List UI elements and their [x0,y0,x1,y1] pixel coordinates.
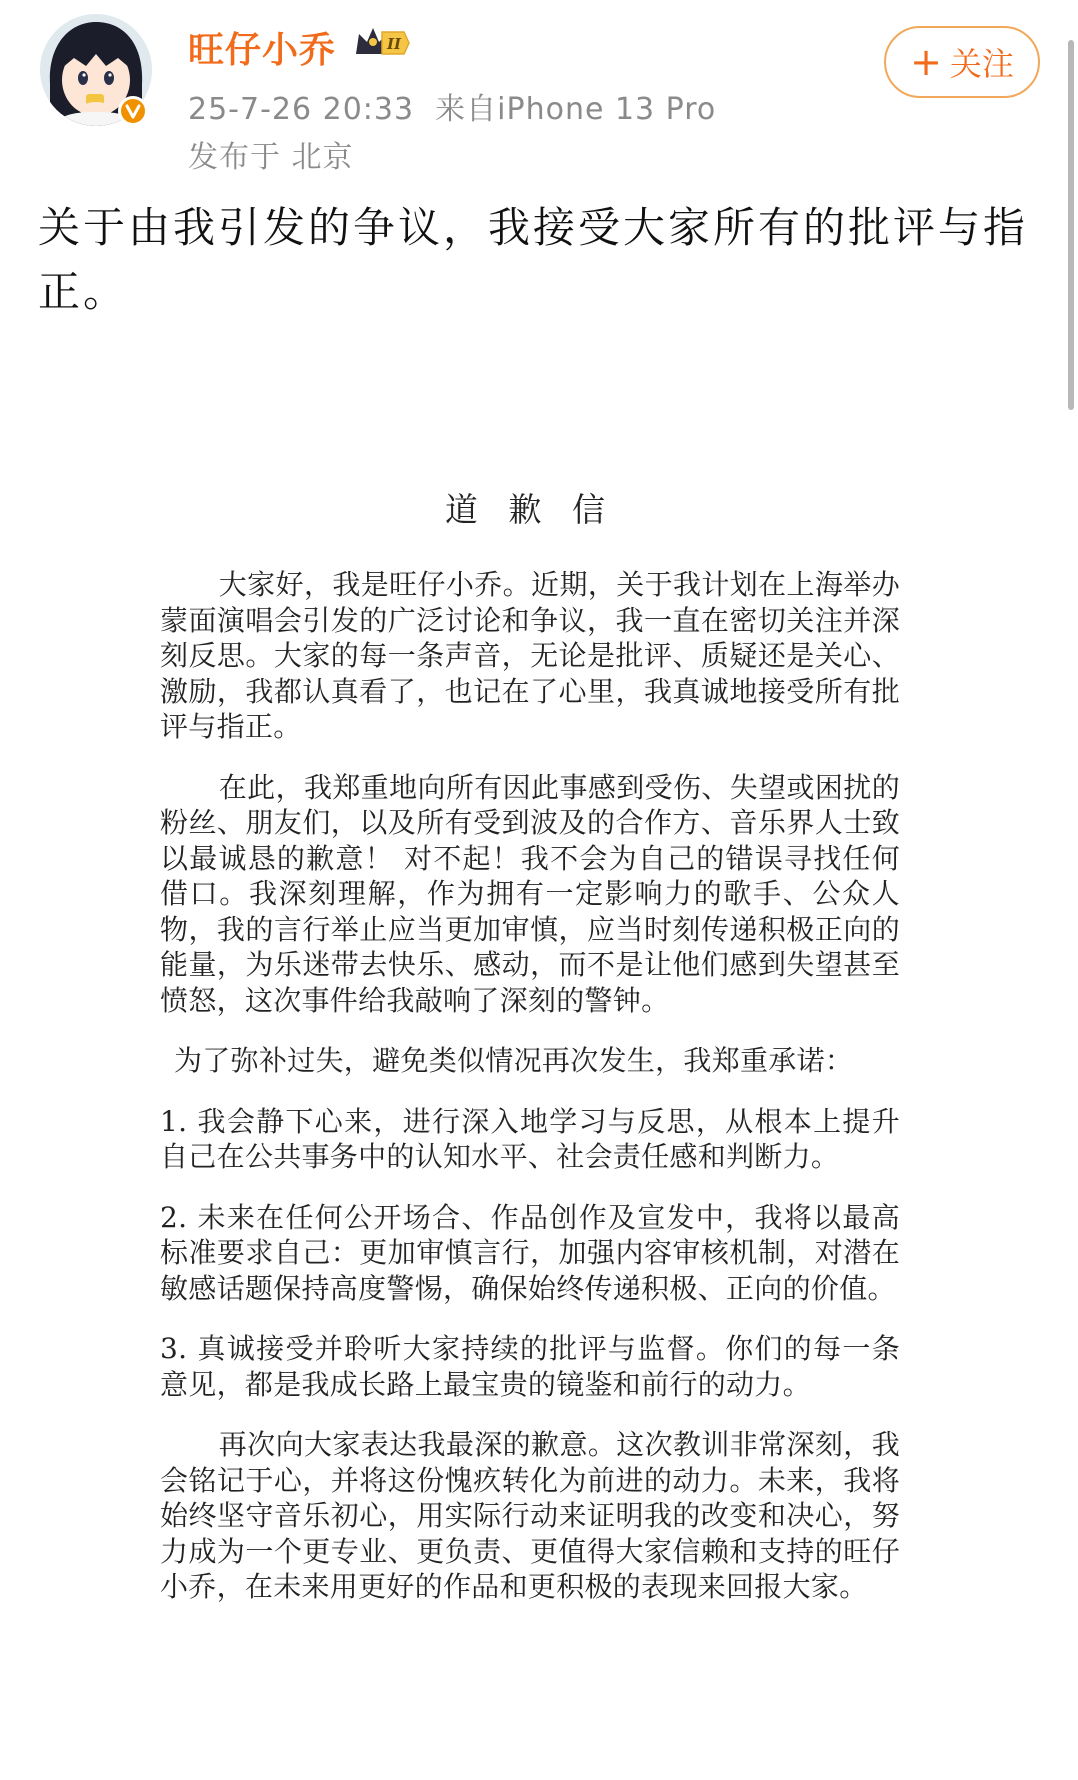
level-badge-text: II [386,35,402,53]
verified-badge-icon [118,96,148,126]
crown-level-icon[interactable] [354,24,410,66]
apology-letter-image[interactable] [160,470,900,1780]
plus-icon: + [910,40,942,84]
post-source: 来自iPhone 13 Pro [435,92,717,127]
post-timestamp: 25-7-26 20:33 [188,92,415,127]
letter-list-item: 2. 未来在任何公开场合、作品创作及宣发中，我将以最高标准要求自己：更加审慎言行，加强内容审核机制，对潜在敏感话题保持高度警惕，确保始终传递积极、正向的价值。 [160,1200,900,1305]
letter-paragraph: 再次向大家表达我最深的歉意。这次教训非常深刻，我会铭记于心，并将这份愧疚转化为前进的动力。未来，我将始终坚守音乐初心，用实际行动来证明我的改变和决心，努力成为一个更专业、更负责、更值得大家信赖和支持的旺仔小乔，在未来用更好的作品和更积极的表现来回报大家。 [160,1428,900,1603]
post-text: 关于由我引发的争议，我接受大家所有的批评与指正。 [38,203,1029,316]
scrollbar[interactable] [1068,40,1074,410]
follow-button[interactable] [884,26,1040,98]
post-location: 发布于 北京 [188,140,354,175]
post-meta [188,84,716,128]
letter-paragraph: 在此，我郑重地向所有因此事感到受伤、失望或困扰的粉丝、朋友们，以及所有受到波及的合作方、音乐界人士致以最诚恳的歉意！ 对不起！我不会为自己的错误寻找任何借口。我深刻理解，作为拥有一定影响力的歌手、公众人物，我的言行举止应当更加审慎，应当时刻传递积极正向的能量，为乐迷带去快乐、感动，而不是让他们感到失望甚至愤怒，这次事件给我敲响了深刻的警钟。 [160,770,900,1017]
letter-title: 道 歉 信 [445,490,615,529]
letter-paragraph: 大家好，我是旺仔小乔。近期，关于我计划在上海举办蒙面演唱会引发的广泛讨论和争议，我一直在密切关注并深刻反思。大家的每一条声音，无论是批评、质疑还是关心、激励，我都认真看了，也记在了心里，我真诚地接受所有批评与指正。 [160,568,900,743]
letter-list-item: 3. 真诚接受并聆听大家持续的批评与监督。你们的每一条意见，都是我成长路上最宝贵的镜鉴和前行的动力。 [160,1332,900,1401]
username[interactable]: 旺仔小乔 [188,30,337,71]
letter-paragraph: 为了弥补过失，避免类似情况再次发生，我郑重承诺： [174,1044,854,1077]
letter-list-item: 1. 我会静下心来，进行深入地学习与反思，从根本上提升自己在公共事务中的认知水平、社会责任感和判断力。 [160,1104,900,1173]
follow-label: 关注 [949,45,1014,83]
